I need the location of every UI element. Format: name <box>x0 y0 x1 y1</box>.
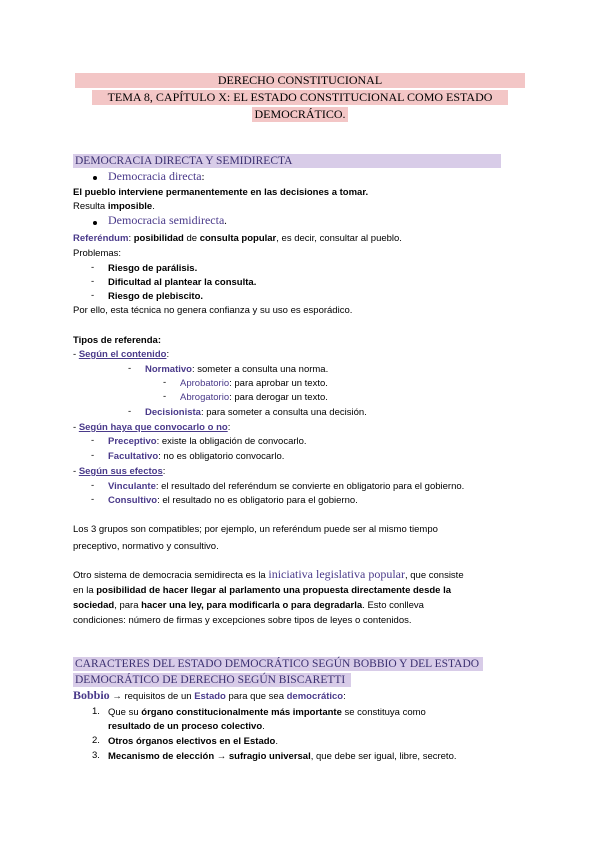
grupos-line2: preceptivo, normativo y consultivo. <box>73 541 219 552</box>
dash-icon: - <box>91 435 95 446</box>
facultativo-item: Facultativo: no es obligatorio convocarlo. <box>108 451 285 462</box>
dash-icon: - <box>91 450 95 461</box>
bobbio-item-3: Mecanismo de elección → sufragio universal, que debe ser igual, libre, secreto. <box>108 751 457 762</box>
tipo-convocarlo: - Según haya que convocarlo o no: <box>73 422 231 433</box>
preceptivo-item: Preceptivo: existe la obligación de convocarlo. <box>108 436 307 447</box>
otro-line2: en la posibilidad de hacer llegar al parlamento una propuesta directamente desde la <box>73 585 452 596</box>
section-header-caracteres-2: DEMOCRÁTICO DE DERECHO SEGÚN BISCARETTI <box>73 673 351 687</box>
tipos-heading: Tipos de referenda: <box>73 335 161 346</box>
list-number: 1. <box>92 706 100 717</box>
dash-icon: - <box>128 363 132 374</box>
dash-icon: - <box>91 262 95 273</box>
consultivo-item: Consultivo: el resultado no es obligatorio para el gobierno. <box>108 495 358 506</box>
dash-icon: - <box>128 406 132 417</box>
problem-item: Riesgo de parálisis. <box>108 263 198 274</box>
bobbio-item-1a: Que su órgano constitucionalmente más importante se constituya como <box>108 707 426 718</box>
otro-line3: sociedad, para hacer una ley, para modificarla o para degradarla. Esto conlleva <box>73 600 424 611</box>
por-ello-text: Por ello, esta técnica no genera confianza y su uso es esporádico. <box>73 305 353 316</box>
abrogatorio-item: Abrogatorio: para derogar un texto. <box>180 392 328 403</box>
bobbio-item-1b: resultado de un proceso colectivo. <box>108 721 265 732</box>
aprobatorio-item: Aprobatorio: para aprobar un texto. <box>180 378 328 389</box>
vinculante-item: Vinculante: el resultado del referéndum se convierte en obligatorio para el gobierno. <box>108 481 465 492</box>
list-number: 2. <box>92 735 100 746</box>
decisionista-item: Decisionista: para someter a consulta una decisión. <box>145 407 367 418</box>
dash-icon: - <box>163 377 167 388</box>
dd-title: Democracia directa: <box>108 169 205 183</box>
bobbio-line: Bobbio → requisitos de un Estado para que sea democrático: <box>73 688 346 702</box>
tipo-contenido: - Según el contenido: <box>73 349 170 360</box>
doc-title-line3: DEMOCRÁTICO. <box>254 107 346 121</box>
otro-line4: condiciones: número de firmas y excepciones sobre tipos de leyes o contenidos. <box>73 615 412 626</box>
problemas-label: Problemas: <box>73 248 122 259</box>
otro-line1: Otro sistema de democracia semidirecta es la iniciativa legislativa popular, que consiste <box>73 567 464 581</box>
section-header-caracteres-1: CARACTERES DEL ESTADO DEMOCRÁTICO SEGÚN BOBBIO Y DEL ESTADO <box>73 657 483 671</box>
normativo-item: Normativo: someter a consulta una norma. <box>145 364 329 375</box>
problem-item: Dificultad al plantear la consulta. <box>108 277 257 288</box>
bullet-icon <box>93 221 97 225</box>
grupos-line1: Los 3 grupos son compatibles; por ejemplo, un referéndum puede ser al mismo tiempo <box>73 524 438 535</box>
dd-line1: El pueblo interviene permanentemente en las decisiones a tomar. <box>73 187 369 198</box>
dash-icon: - <box>91 494 95 505</box>
bobbio-item-2: Otros órganos electivos en el Estado. <box>108 736 278 747</box>
section-header-democracia: DEMOCRACIA DIRECTA Y SEMIDIRECTA <box>73 154 501 168</box>
dd-line2: Resulta imposible. <box>73 201 155 212</box>
dash-icon: - <box>91 290 95 301</box>
dash-icon: - <box>91 276 95 287</box>
tipo-efectos: - Según sus efectos: <box>73 466 166 477</box>
doc-title-line2: TEMA 8, CAPÍTULO X: EL ESTADO CONSTITUCIONAL COMO ESTADO <box>107 90 493 104</box>
dash-icon: - <box>91 480 95 491</box>
doc-title-line1: DERECHO CONSTITUCIONAL <box>217 73 383 87</box>
dash-icon: - <box>163 391 167 402</box>
ds-title: Democracia semidirecta. <box>108 213 227 227</box>
list-number: 3. <box>92 750 100 761</box>
bullet-icon <box>93 176 97 180</box>
referendum-line: Referéndum: posibilidad de consulta popular, es decir, consultar al pueblo. <box>73 233 402 244</box>
problem-item: Riesgo de plebiscito. <box>108 291 204 302</box>
